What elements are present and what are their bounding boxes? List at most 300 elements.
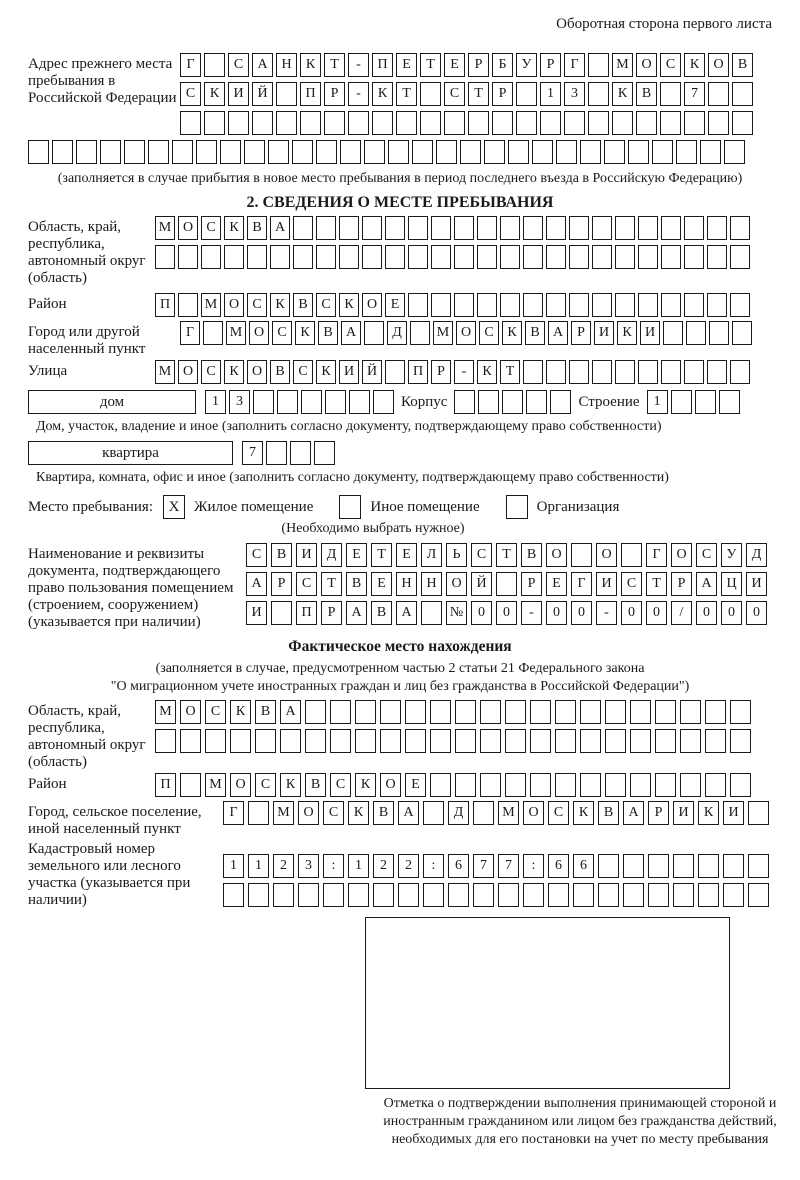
document-cells: [246, 543, 767, 625]
char-cell: [571, 543, 592, 567]
char-cell: А: [623, 801, 644, 825]
char-cell: [523, 293, 543, 317]
char-cell: [615, 293, 635, 317]
char-cell: [615, 216, 635, 240]
char-cell: [148, 140, 169, 164]
char-cell: О: [380, 773, 401, 797]
char-cell: [293, 216, 313, 240]
char-cell: [708, 82, 729, 106]
char-cell: С: [201, 360, 221, 384]
char-cell: [271, 601, 292, 625]
char-cell: [555, 773, 576, 797]
char-cell: [316, 216, 336, 240]
char-cell: [124, 140, 145, 164]
char-cell: [500, 293, 520, 317]
char-cell: С: [323, 801, 344, 825]
char-cell: Б: [492, 53, 513, 77]
char-cell: [196, 140, 217, 164]
char-cell: [661, 360, 681, 384]
char-cell: Г: [564, 53, 585, 77]
fact-gorod-field: [28, 801, 772, 838]
char-cell: М: [433, 321, 453, 345]
char-cell: [707, 293, 727, 317]
char-cell: С: [201, 216, 221, 240]
char-cell: [684, 245, 704, 269]
char-cell: Р: [468, 53, 489, 77]
char-cell: О: [224, 293, 244, 317]
char-cell: /: [671, 601, 692, 625]
char-cell: П: [296, 601, 317, 625]
char-cell: [505, 729, 526, 753]
char-cell: [663, 321, 683, 345]
char-cell: Р: [324, 82, 345, 106]
char-cell: [680, 729, 701, 753]
char-cell: [276, 82, 297, 106]
document-row-3: [246, 601, 767, 625]
char-cell: А: [398, 801, 419, 825]
char-cell: [412, 140, 433, 164]
char-cell: [478, 390, 499, 414]
prev-address-row-3: [180, 111, 753, 135]
char-cell: М: [205, 773, 226, 797]
char-cell: [431, 293, 451, 317]
char-cell: Е: [346, 543, 367, 567]
char-cell: Д: [746, 543, 767, 567]
char-cell: [405, 729, 426, 753]
char-cell: [630, 729, 651, 753]
gorod-field: [28, 321, 772, 358]
prev-address-row-4: [28, 140, 772, 164]
char-cell: А: [396, 601, 417, 625]
char-cell: [339, 216, 359, 240]
char-cell: Е: [546, 572, 567, 596]
char-cell: [502, 390, 523, 414]
char-cell: [707, 216, 727, 240]
char-cell: Р: [648, 801, 669, 825]
char-cell: [484, 140, 505, 164]
char-cell: [477, 293, 497, 317]
char-cell: О: [671, 543, 692, 567]
fact-oblast-cells: [155, 700, 751, 753]
char-cell: [305, 729, 326, 753]
char-cell: [698, 854, 719, 878]
char-cell: 0: [696, 601, 717, 625]
char-cell: [290, 441, 311, 465]
char-cell: [436, 140, 457, 164]
char-cell: 2: [373, 854, 394, 878]
char-cell: В: [525, 321, 545, 345]
char-cell: [455, 729, 476, 753]
char-cell: [423, 801, 444, 825]
char-cell: [598, 854, 619, 878]
char-cell: К: [355, 773, 376, 797]
char-cell: О: [178, 216, 198, 240]
char-cell: [455, 773, 476, 797]
char-cell: К: [372, 82, 393, 106]
char-cell: [220, 140, 241, 164]
char-cell: [655, 729, 676, 753]
char-cell: В: [636, 82, 657, 106]
char-cell: [569, 293, 589, 317]
stamp-area: [28, 917, 777, 1149]
char-cell: [454, 390, 475, 414]
char-cell: [684, 111, 705, 135]
char-cell: И: [673, 801, 694, 825]
char-cell: О: [178, 360, 198, 384]
char-cell: К: [280, 773, 301, 797]
char-cell: 7: [242, 441, 263, 465]
char-cell: [364, 140, 385, 164]
char-cell: [516, 82, 537, 106]
char-cell: С: [205, 700, 226, 724]
char-cell: -: [348, 82, 369, 106]
char-cell: Й: [471, 572, 492, 596]
char-cell: [480, 729, 501, 753]
char-cell: [244, 140, 265, 164]
char-cell: С: [180, 82, 201, 106]
char-cell: О: [523, 801, 544, 825]
char-cell: [408, 216, 428, 240]
ulitsa-row: [155, 360, 750, 384]
char-cell: И: [640, 321, 660, 345]
char-cell: [592, 216, 612, 240]
char-cell: [526, 390, 547, 414]
char-cell: [516, 111, 537, 135]
char-cell: 0: [746, 601, 767, 625]
char-cell: А: [246, 572, 267, 596]
char-cell: [293, 245, 313, 269]
stroenie-label: Строение: [578, 394, 640, 410]
char-cell: П: [155, 293, 175, 317]
char-cell: [540, 111, 561, 135]
char-cell: [380, 700, 401, 724]
kadastr-field: [28, 838, 772, 909]
char-cell: 1: [223, 854, 244, 878]
char-cell: [684, 293, 704, 317]
char-cell: [385, 216, 405, 240]
char-cell: П: [155, 773, 176, 797]
char-cell: Р: [540, 53, 561, 77]
char-cell: [454, 216, 474, 240]
char-cell: [660, 111, 681, 135]
char-cell: 6: [573, 854, 594, 878]
char-cell: И: [723, 801, 744, 825]
char-cell: [480, 773, 501, 797]
char-cell: -: [348, 53, 369, 77]
prev-address-cells: [180, 53, 753, 140]
char-cell: [180, 729, 201, 753]
char-cell: [580, 729, 601, 753]
char-cell: [430, 729, 451, 753]
char-cell: [420, 111, 441, 135]
char-cell: К: [348, 801, 369, 825]
char-cell: [373, 390, 394, 414]
char-cell: К: [204, 82, 225, 106]
char-cell: Д: [321, 543, 342, 567]
char-cell: 0: [546, 601, 567, 625]
char-cell: [615, 245, 635, 269]
char-cell: [648, 883, 669, 907]
char-cell: [180, 773, 201, 797]
char-cell: Т: [468, 82, 489, 106]
char-cell: Ь: [446, 543, 467, 567]
char-cell: [420, 82, 441, 106]
char-cell: [388, 140, 409, 164]
char-cell: [349, 390, 370, 414]
char-cell: [523, 883, 544, 907]
char-cell: [648, 854, 669, 878]
document-field: [28, 543, 772, 631]
char-cell: [604, 140, 625, 164]
char-cell: [172, 140, 193, 164]
char-cell: А: [252, 53, 273, 77]
oblast-row-1: [155, 216, 750, 240]
fact-oblast-row-2: [155, 729, 751, 753]
char-cell: [548, 883, 569, 907]
char-cell: Т: [371, 543, 392, 567]
char-cell: Т: [496, 543, 517, 567]
char-cell: №: [446, 601, 467, 625]
char-cell: [477, 216, 497, 240]
dom-row: [28, 390, 772, 414]
char-cell: [723, 854, 744, 878]
char-cell: Е: [385, 293, 405, 317]
char-cell: С: [272, 321, 292, 345]
char-cell: [408, 245, 428, 269]
char-cell: [732, 321, 752, 345]
char-cell: [636, 111, 657, 135]
char-cell: [523, 360, 543, 384]
char-cell: И: [746, 572, 767, 596]
char-cell: М: [155, 216, 175, 240]
char-cell: [707, 245, 727, 269]
char-cell: [385, 360, 405, 384]
char-cell: [155, 245, 175, 269]
char-cell: [638, 216, 658, 240]
char-cell: [408, 293, 428, 317]
char-cell: С: [316, 293, 336, 317]
char-cell: [523, 245, 543, 269]
char-cell: [340, 140, 361, 164]
char-cell: [695, 390, 716, 414]
char-cell: [305, 700, 326, 724]
char-cell: 0: [496, 601, 517, 625]
dom-box: дом: [28, 390, 196, 414]
prev-address-row-2: [180, 82, 753, 106]
dom-cells: [205, 390, 394, 414]
char-cell: [505, 773, 526, 797]
gorod-label: Город или другой населенный пункт: [28, 324, 146, 357]
char-cell: К: [270, 293, 290, 317]
char-cell: И: [228, 82, 249, 106]
char-cell: Г: [571, 572, 592, 596]
char-cell: [676, 140, 697, 164]
char-cell: В: [271, 543, 292, 567]
char-cell: В: [318, 321, 338, 345]
char-cell: 0: [571, 601, 592, 625]
kvartira-row: [28, 441, 772, 465]
char-cell: [655, 700, 676, 724]
char-cell: Т: [420, 53, 441, 77]
mesto-note: (Необходимо выбрать нужное): [281, 521, 465, 536]
char-cell: [546, 245, 566, 269]
char-cell: [398, 883, 419, 907]
char-cell: Р: [492, 82, 513, 106]
char-cell: К: [295, 321, 315, 345]
char-cell: 2: [273, 854, 294, 878]
char-cell: О: [298, 801, 319, 825]
char-cell: Р: [321, 601, 342, 625]
char-cell: М: [226, 321, 246, 345]
char-cell: К: [502, 321, 522, 345]
char-cell: В: [247, 216, 267, 240]
char-cell: Ц: [721, 572, 742, 596]
char-cell: [673, 883, 694, 907]
char-cell: [588, 53, 609, 77]
oblast-label: Область, край, республика, автономный округ (область): [28, 219, 146, 286]
char-cell: К: [339, 293, 359, 317]
mesto-label: Место пребывания:: [28, 498, 153, 515]
char-cell: В: [270, 360, 290, 384]
char-cell: С: [247, 293, 267, 317]
char-cell: [638, 293, 658, 317]
char-cell: [530, 773, 551, 797]
char-cell: [623, 883, 644, 907]
fact-rayon-row: [155, 773, 751, 797]
char-cell: И: [594, 321, 614, 345]
char-cell: [468, 111, 489, 135]
section2-title: 2. СВЕДЕНИЯ О МЕСТЕ ПРЕБЫВАНИЯ: [246, 194, 554, 211]
char-cell: [405, 700, 426, 724]
char-cell: Д: [448, 801, 469, 825]
char-cell: С: [330, 773, 351, 797]
char-cell: А: [696, 572, 717, 596]
kadastr-row-2: [223, 883, 769, 907]
char-cell: [348, 883, 369, 907]
char-cell: :: [323, 854, 344, 878]
char-cell: [373, 883, 394, 907]
char-cell: -: [596, 601, 617, 625]
char-cell: [473, 883, 494, 907]
char-cell: -: [454, 360, 474, 384]
char-cell: [155, 729, 176, 753]
char-cell: Н: [396, 572, 417, 596]
char-cell: Л: [421, 543, 442, 567]
char-cell: [708, 111, 729, 135]
char-cell: Й: [362, 360, 382, 384]
char-cell: Р: [271, 572, 292, 596]
char-cell: Г: [223, 801, 244, 825]
char-cell: П: [300, 82, 321, 106]
char-cell: [730, 773, 751, 797]
char-cell: [273, 883, 294, 907]
char-cell: [724, 140, 745, 164]
char-cell: 7: [498, 854, 519, 878]
char-cell: [638, 360, 658, 384]
char-cell: [348, 111, 369, 135]
char-cell: [628, 140, 649, 164]
char-cell: [530, 729, 551, 753]
char-cell: [270, 245, 290, 269]
char-cell: [362, 216, 382, 240]
char-cell: С: [660, 53, 681, 77]
char-cell: [500, 216, 520, 240]
char-cell: [410, 321, 430, 345]
char-cell: [323, 883, 344, 907]
option-inoe-label: Иное помещение: [370, 498, 480, 515]
oblast-field: [28, 216, 772, 287]
char-cell: [732, 111, 753, 135]
char-cell: [362, 245, 382, 269]
kadastr-cells: [223, 854, 769, 907]
char-cell: С: [296, 572, 317, 596]
char-cell: М: [201, 293, 221, 317]
char-cell: :: [423, 854, 444, 878]
char-cell: [592, 245, 612, 269]
char-cell: [325, 390, 346, 414]
char-cell: [448, 883, 469, 907]
rayon-field: [28, 293, 772, 317]
stamp-box: [365, 917, 730, 1089]
char-cell: [430, 773, 451, 797]
fact-oblast-row-1: [155, 700, 751, 724]
char-cell: Т: [396, 82, 417, 106]
char-cell: 1: [540, 82, 561, 106]
char-cell: [730, 360, 750, 384]
char-cell: [748, 801, 769, 825]
char-cell: [178, 245, 198, 269]
char-cell: [592, 293, 612, 317]
char-cell: [100, 140, 121, 164]
char-cell: [431, 245, 451, 269]
char-cell: [588, 82, 609, 106]
rayon-label: Район: [28, 296, 67, 312]
char-cell: С: [293, 360, 313, 384]
char-cell: Т: [646, 572, 667, 596]
fact-gorod-label: Город, сельское поселение, иной населенный пункт: [28, 804, 202, 837]
char-cell: Е: [444, 53, 465, 77]
char-cell: [580, 700, 601, 724]
char-cell: [500, 245, 520, 269]
char-cell: [556, 140, 577, 164]
document-row-1: [246, 543, 767, 567]
char-cell: С: [255, 773, 276, 797]
char-cell: П: [408, 360, 428, 384]
char-cell: 0: [721, 601, 742, 625]
char-cell: [730, 245, 750, 269]
char-cell: С: [548, 801, 569, 825]
char-cell: [444, 111, 465, 135]
fact-rayon-label: Район: [28, 776, 67, 792]
char-cell: Н: [276, 53, 297, 77]
char-cell: [480, 700, 501, 724]
char-cell: 7: [473, 854, 494, 878]
char-cell: К: [698, 801, 719, 825]
char-cell: М: [498, 801, 519, 825]
char-cell: [615, 360, 635, 384]
char-cell: [546, 293, 566, 317]
char-cell: [705, 729, 726, 753]
char-cell: [730, 293, 750, 317]
char-cell: О: [180, 700, 201, 724]
char-cell: В: [371, 601, 392, 625]
char-cell: [380, 729, 401, 753]
char-cell: [276, 111, 297, 135]
char-cell: [300, 111, 321, 135]
char-cell: [252, 111, 273, 135]
char-cell: [224, 245, 244, 269]
char-cell: 1: [248, 854, 269, 878]
